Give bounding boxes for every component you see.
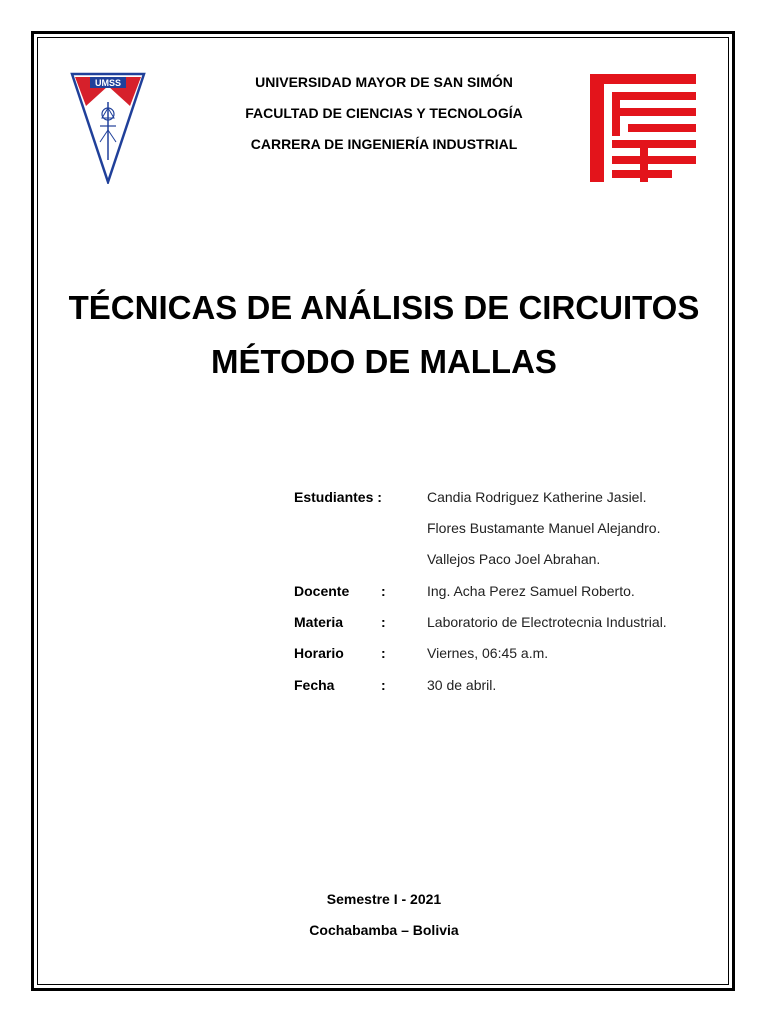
student-name: Vallejos Paco Joel Abrahan. (427, 551, 601, 567)
horario-label: Horario (294, 645, 344, 661)
colon: : (381, 677, 386, 693)
student-name: Flores Bustamante Manuel Alejandro. (427, 520, 661, 536)
docente-value: Ing. Acha Perez Samuel Roberto. (427, 583, 635, 599)
fecha-label: Fecha (294, 677, 335, 693)
student-name: Candia Rodriguez Katherine Jasiel. (427, 489, 647, 505)
career-name: CARRERA DE INGENIERÍA INDUSTRIAL (250, 136, 518, 152)
colon: : (381, 614, 386, 630)
colon: : (381, 583, 386, 599)
location-text: Cochabamba – Bolivia (309, 922, 459, 938)
document-title-line2: MÉTODO DE MALLAS (211, 343, 557, 380)
horario-value: Viernes, 06:45 a.m. (427, 645, 549, 661)
document-title-line1: TÉCNICAS DE ANÁLISIS DE CIRCUITOS (68, 289, 700, 326)
faculty-name: FACULTAD DE CIENCIAS Y TECNOLOGÍA (245, 105, 523, 121)
umss-logo-text: UMSS (94, 78, 122, 88)
colon: : (381, 645, 386, 661)
students-label: Estudiantes : (294, 489, 382, 505)
university-name: UNIVERSIDAD MAYOR DE SAN SIMÓN (255, 74, 513, 90)
materia-value: Laboratorio de Electrotecnia Industrial. (427, 614, 667, 630)
docente-label: Docente (294, 583, 350, 599)
fecha-value: 30 de abril. (427, 677, 497, 693)
materia-label: Materia (294, 614, 344, 630)
fcyt-logo (588, 72, 698, 184)
semester-text: Semestre I - 2021 (326, 891, 442, 907)
umss-shield-logo (70, 72, 146, 184)
